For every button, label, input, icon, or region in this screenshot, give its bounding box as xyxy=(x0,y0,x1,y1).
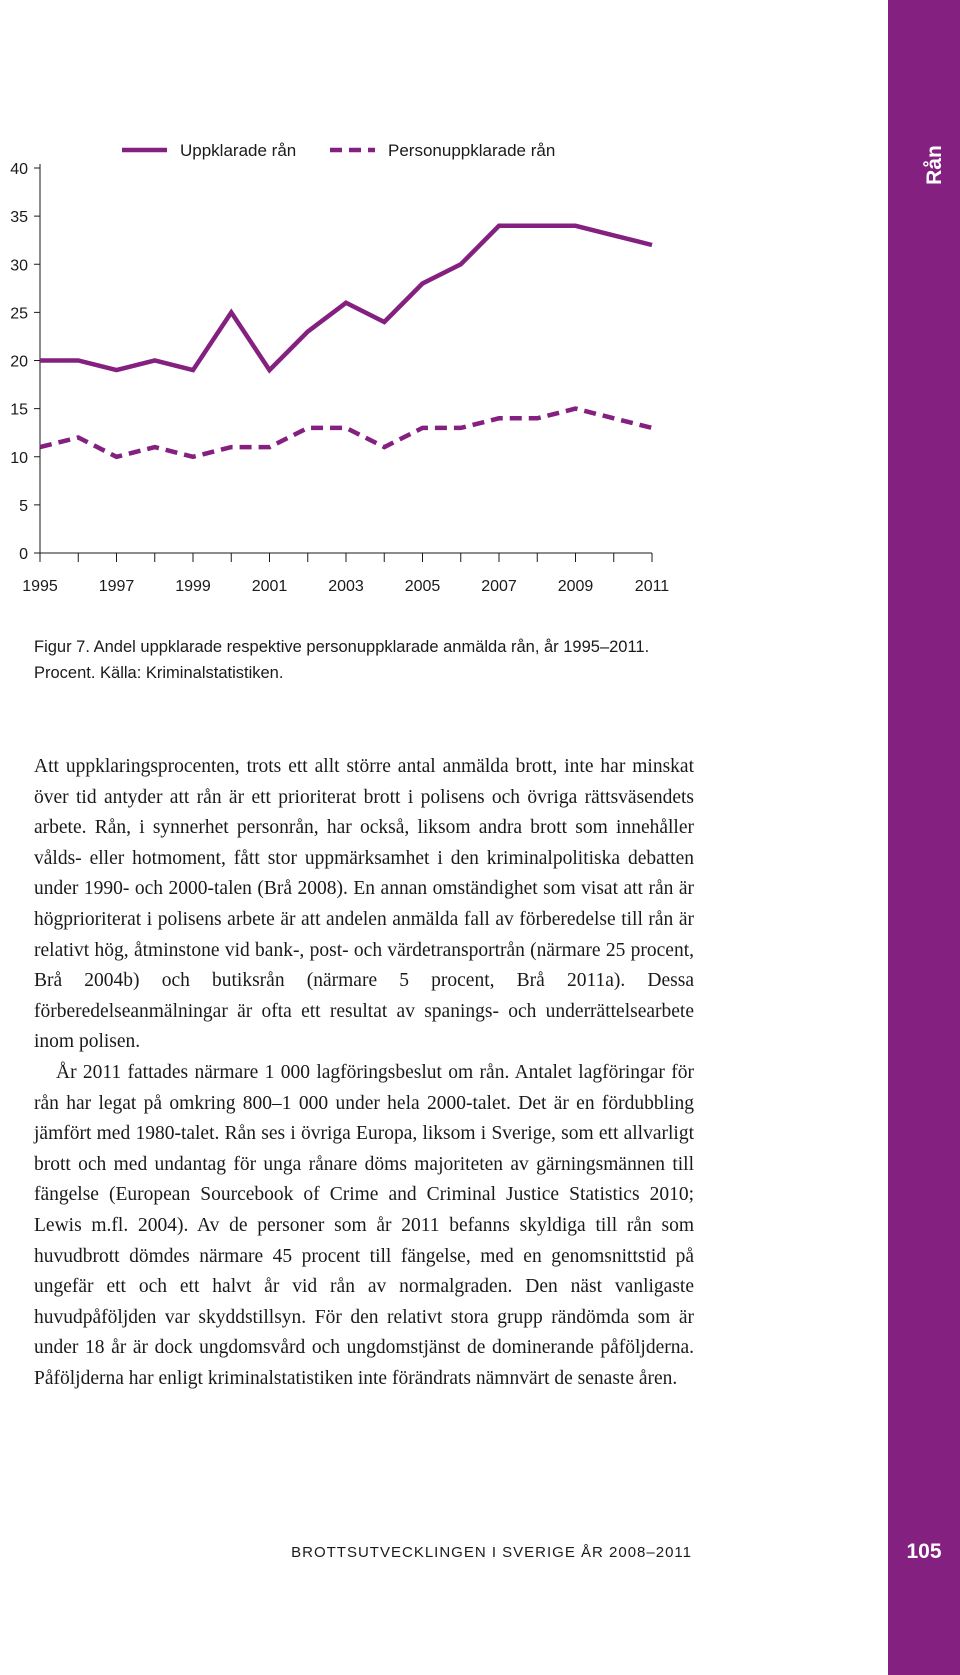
y-tick-label: 0 xyxy=(19,546,28,563)
series-line-2 xyxy=(40,409,652,457)
x-tick-label: 2005 xyxy=(404,578,441,595)
x-axis xyxy=(22,553,669,595)
x-tick-label: 1995 xyxy=(22,578,58,595)
x-tick-label: 2009 xyxy=(557,578,594,595)
series-line-1 xyxy=(40,226,652,370)
x-tick-label: 2011 xyxy=(634,578,670,595)
paragraph-2: År 2011 fattades närmare 1 000 lagföringsbeslut om rån. Antalet lagföringar för rån har legat på omkring 800–1 000 under hela 2000-talet. Det är en fördubbling jämfört med 1980-talet. Rån ses i övriga Europa, liksom i Sverige, som ett allvarligt brott och med undantag för unga rånare döms majoriteten av gärningsmännen till fängelse (European Sourcebook of Crime and Criminal Justice Statistics 2010; Lewis m.fl. 2004). Av de personer som år 2011 befanns skyldiga till rån som huvudbrott dömdes närmare 45 procent till fängelse, med en genomsnittstid på ungefär ett och ett halvt år vid rån av normalgraden. Den näst vanligaste huvudpåföljden var skyddstillsyn. För den relativt stora grupp rändömda som är under 18 år är dock ungdomsvård och ungdomstjänst de dominerande påföljderna. Påföljderna har enligt kriminalstatistiken inte förändrats nämnvärt de senaste åren. xyxy=(34,1061,694,1389)
y-tick-label: 25 xyxy=(10,305,28,323)
series-layer xyxy=(40,226,652,457)
line-chart xyxy=(0,120,700,600)
section-sidebar xyxy=(888,0,960,1675)
x-tick-label: 2001 xyxy=(251,578,288,595)
y-tick-label: 5 xyxy=(19,497,28,515)
legend-label-1: Uppklarade rån xyxy=(180,141,297,160)
body-text xyxy=(34,752,694,1394)
x-tick-label: 1997 xyxy=(98,578,135,595)
x-tick-label: 2007 xyxy=(481,578,517,595)
y-tick-label: 20 xyxy=(10,353,28,371)
section-title: Rån xyxy=(923,145,946,185)
y-axis xyxy=(10,161,40,563)
y-tick-label: 30 xyxy=(10,257,28,275)
figure-caption: Figur 7. Andel uppklarade respektive personuppklarade anmälda rån, år 1995–2011. Procent. Källa: Kriminalstatistiken. xyxy=(34,638,650,682)
running-footer: BROTTSUTVECKLINGEN I SVERIGE ÅR 2008–2011 xyxy=(291,1544,692,1561)
legend-label-2: Personuppklarade rån xyxy=(388,141,556,160)
y-tick-label: 10 xyxy=(10,449,28,467)
page-number: 105 xyxy=(906,1540,942,1563)
y-tick-label: 40 xyxy=(10,161,28,178)
y-tick-label: 15 xyxy=(10,401,28,419)
chart-legend xyxy=(122,141,555,160)
x-tick-label: 1999 xyxy=(175,578,211,595)
x-tick-label: 2003 xyxy=(328,578,364,595)
paragraph-1: Att uppklaringsprocenten, trots ett allt större antal anmälda brott, inte har minskat över tid antyder att rån är ett prioriterat brott i polisens och övriga rättsväsendets arbete. Rån, i synnerhet personrån, har också, liksom andra brott som innehåller vålds- eller hotmoment, fått stor uppmärksamhet i den kriminalpolitiska debatten under 1990- och 2000-talen (Brå 2008). En annan omständighet som visat att rån är högprioriterat i polisens arbete är att andelen anmälda fall av förberedelse till rån är relativt hög, åtminstone vid bank-, post- och värdetransportrån (närmare 25 procent, Brå 2004b) och butiksrån (närmare 5 procent, Brå 2011a). Dessa förberedelseanmälningar är ofta ett resultat av spanings- och underrättelsearbete inom polisen. xyxy=(34,756,694,1053)
y-tick-label: 35 xyxy=(10,209,28,227)
